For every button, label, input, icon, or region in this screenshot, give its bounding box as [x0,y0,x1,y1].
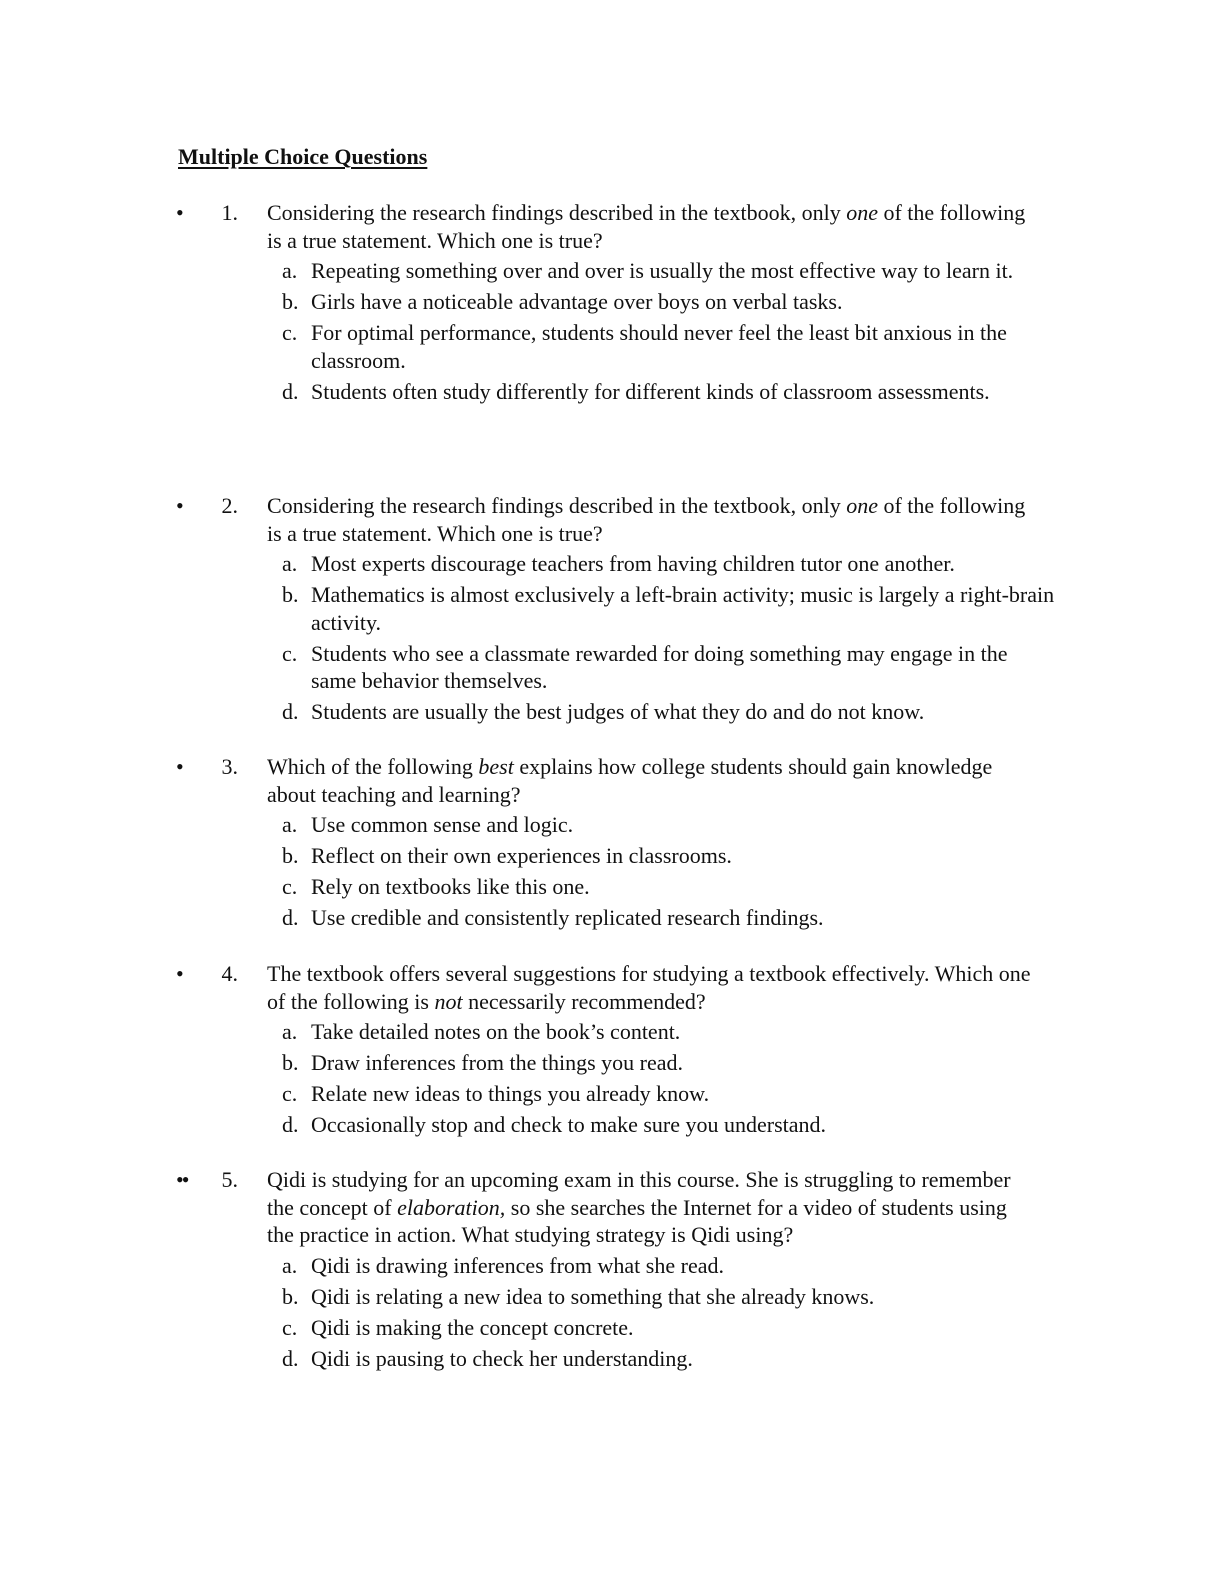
option-letter: b. [282,843,299,868]
option-letter: b. [282,289,299,314]
option-letter: c. [282,874,298,899]
answer-options [267,550,1057,726]
option-text: Qidi is making the concept concrete. [311,1314,634,1340]
option-text: Reflect on their own experiences in classrooms. [311,843,732,868]
option-text: Repeating something over and over is usually the most effective way to learn it. [311,258,1014,283]
question-bullet: • [176,493,182,518]
answer-options [267,1252,1057,1373]
option-text: Most experts discourage teachers from having children tutor one another. [311,551,955,576]
answer-option [267,288,1057,316]
question-number: 3. [221,754,238,779]
stem-emphasis: best [478,754,514,779]
answer-option [267,873,1057,901]
option-text: Use credible and consistently replicated research findings. [311,905,824,930]
option-letter: a. [282,258,298,283]
option-text: Draw inferences from the things you read. [311,1050,684,1075]
option-text: For optimal performance, students should never feel the least bit anxious in the classroom. [311,320,1007,373]
option-text: Take detailed notes on the book’s content. [311,1019,681,1044]
stem-text: Qidi is studying for an upcoming exam in this course. She is struggling to remember the concept of [267,1167,1017,1220]
answer-option [267,1283,1057,1311]
option-text: Qidi is pausing to check her understanding. [311,1345,693,1371]
option-letter: c. [282,640,298,666]
option-letter: b. [282,582,299,607]
answer-option [267,319,1057,374]
question-bullet: •• [176,1167,188,1192]
question-bullet: • [176,961,182,986]
answer-options [267,811,1057,932]
answer-option [267,1345,1057,1373]
stem-text: explains how college students should gain knowledge about teaching and learning? [267,754,998,807]
option-letter: d. [282,1345,299,1371]
question-3 [0,753,1224,935]
question-stem [267,1166,1037,1249]
stem-emphasis: one [846,200,878,225]
answer-option [267,698,1057,726]
stem-text: Considering the research findings described in the textbook, only [267,493,847,518]
stem-text: necessarily recommended? [462,988,706,1014]
answer-option [267,378,1057,406]
option-text: Qidi is relating a new idea to something that she already knows. [311,1283,875,1309]
question-bullet: • [176,200,182,225]
answer-option [267,1080,1057,1108]
answer-option [267,581,1057,636]
option-letter: c. [282,320,298,345]
option-letter: c. [282,1314,298,1340]
answer-option [267,1252,1057,1280]
option-text: Students are usually the best judges of what they do and do not know. [311,699,925,724]
answer-option [267,811,1057,839]
option-text: Mathematics is almost exclusively a left-brain activity; music is largely a right-brain activity. [311,582,1055,635]
question-stem [267,753,1037,808]
option-letter: d. [282,905,299,930]
option-letter: b. [282,1283,299,1309]
option-text: Rely on textbooks like this one. [311,874,590,899]
option-text: Occasionally stop and check to make sure you understand. [311,1112,827,1137]
question-5 [0,1166,1224,1376]
option-text: Qidi is drawing inferences from what she read. [311,1252,724,1278]
question-bullet: • [176,754,182,779]
answer-options [267,257,1057,405]
question-number: 2. [221,493,238,518]
answer-option [267,1018,1057,1046]
option-letter: d. [282,699,299,724]
stem-emphasis: elaboration, [397,1194,506,1220]
page-title: Multiple Choice Questions [178,144,428,169]
answer-option [267,842,1057,870]
answer-option [267,640,1057,695]
option-letter: a. [282,812,298,837]
stem-emphasis: not [434,988,463,1014]
question-1 [0,199,1224,409]
answer-option [267,257,1057,285]
question-stem [267,960,1037,1015]
stem-text: Which of the following [267,754,479,779]
stem-text: of the following is a true statement. Which one is true? [267,200,1031,253]
question-2 [0,492,1224,729]
option-letter: d. [282,1112,299,1137]
answer-option [267,1049,1057,1077]
option-text: Relate new ideas to things you already know. [311,1081,710,1106]
option-text: Use common sense and logic. [311,812,574,837]
option-text: Students often study differently for different kinds of classroom assessments. [311,378,990,404]
option-letter: a. [282,1019,298,1044]
question-number: 4. [221,961,238,986]
question-number: 5. [221,1167,238,1192]
option-text: Students who see a classmate rewarded for doing something may engage in the same behavior themselves. [311,640,1008,693]
question-stem [267,199,1037,254]
option-letter: c. [282,1081,298,1106]
stem-text: of the following is a true statement. Which one is true? [267,493,1031,546]
option-letter: b. [282,1050,299,1075]
answer-option [267,904,1057,932]
stem-text: Considering the research findings described in the textbook, only [267,200,847,225]
question-4 [0,960,1224,1142]
question-stem [267,492,1037,547]
answer-option [267,1314,1057,1342]
option-letter: a. [282,551,298,576]
stem-emphasis: one [846,493,878,518]
option-text: Girls have a noticeable advantage over boys on verbal tasks. [311,289,843,314]
option-letter: d. [282,378,299,404]
question-number: 1. [221,200,238,225]
answer-option [267,1111,1057,1139]
option-letter: a. [282,1252,298,1278]
answer-option [267,550,1057,578]
stem-text: so she searches the Internet for a video of students using the practice in action. What studying strategy is Qidi using? [267,1194,1013,1247]
answer-options [267,1018,1057,1139]
stem-text: The textbook offers several suggestions for studying a textbook effectively. Which one of the following is [267,961,1036,1014]
